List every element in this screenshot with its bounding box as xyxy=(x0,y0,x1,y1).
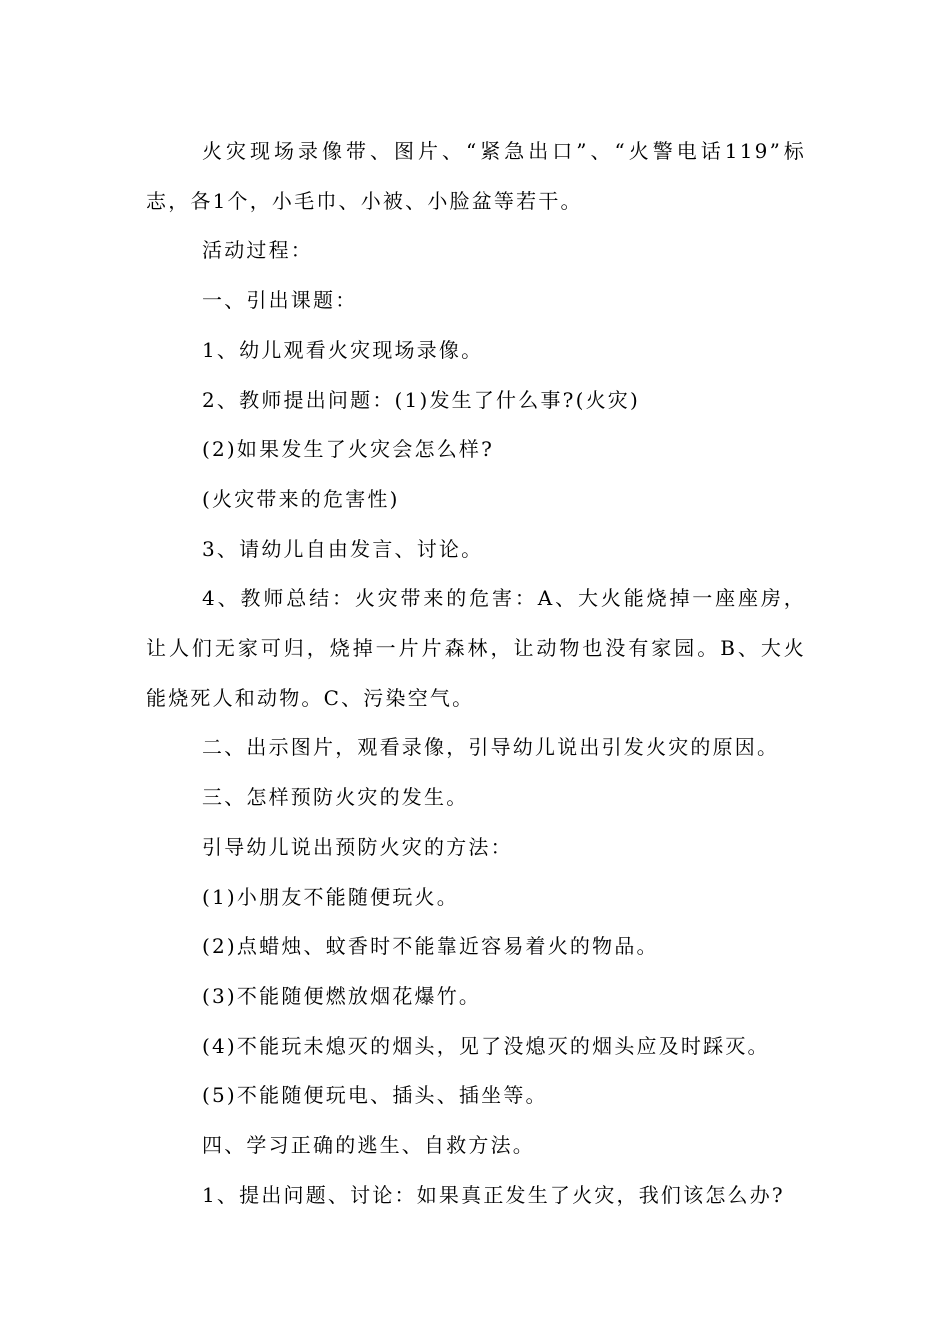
heading-introduce-topic: 一、引出课题： xyxy=(202,288,358,313)
list-item-prevention-5: (5)不能随便玩电、插头、插坐等。 xyxy=(202,1083,548,1108)
heading-prevention: 三、怎样预防火灾的发生。 xyxy=(202,785,469,810)
paragraph-materials: 火灾现场录像带、图片、“紧急出口”、“火警电话119”标志，各1个，小毛巾、小被、小脸盆等若干。 xyxy=(146,139,806,213)
paragraph-harm-note: (火灾带来的危害性) xyxy=(202,486,400,511)
list-item-prevention-3: (3)不能随便燃放烟花爆竹。 xyxy=(202,983,482,1008)
heading-escape-methods: 四、学习正确的逃生、自救方法。 xyxy=(202,1133,535,1158)
paragraph-step-4: 4、教师总结：火灾带来的危害：A、大火能烧掉一座座房，让人们无家可归，烧掉一片片森林，让动物也没有家园。B、大火能烧死人和动物。C、污染空气。 xyxy=(146,586,806,710)
paragraph-prevention-intro: 引导幼儿说出预防火灾的方法： xyxy=(202,834,513,859)
list-item-prevention-1: (1)小朋友不能随便玩火。 xyxy=(202,884,459,909)
paragraph-question-2: (2)如果发生了火灾会怎么样? xyxy=(202,437,495,462)
paragraph-step-1: 1、幼儿观看火灾现场录像。 xyxy=(202,337,484,362)
paragraph-step-3: 3、请幼儿自由发言、讨论。 xyxy=(202,536,484,561)
paragraph-escape-question: 1、提出问题、讨论：如果真正发生了火灾，我们该怎么办? xyxy=(202,1182,785,1207)
heading-show-pictures: 二、出示图片，观看录像，引导幼儿说出引发火灾的原因。 xyxy=(202,735,780,760)
list-item-prevention-2: (2)点蜡烛、蚊香时不能靠近容易着火的物品。 xyxy=(202,934,659,959)
paragraph-activity-process: 活动过程： xyxy=(202,238,313,263)
list-item-prevention-4: (4)不能玩未熄灭的烟头，见了没熄灭的烟头应及时踩灭。 xyxy=(202,1033,770,1058)
paragraph-step-2: 2、教师提出问题：(1)发生了什么事?(火灾) xyxy=(202,387,640,412)
document-page xyxy=(146,127,806,1220)
